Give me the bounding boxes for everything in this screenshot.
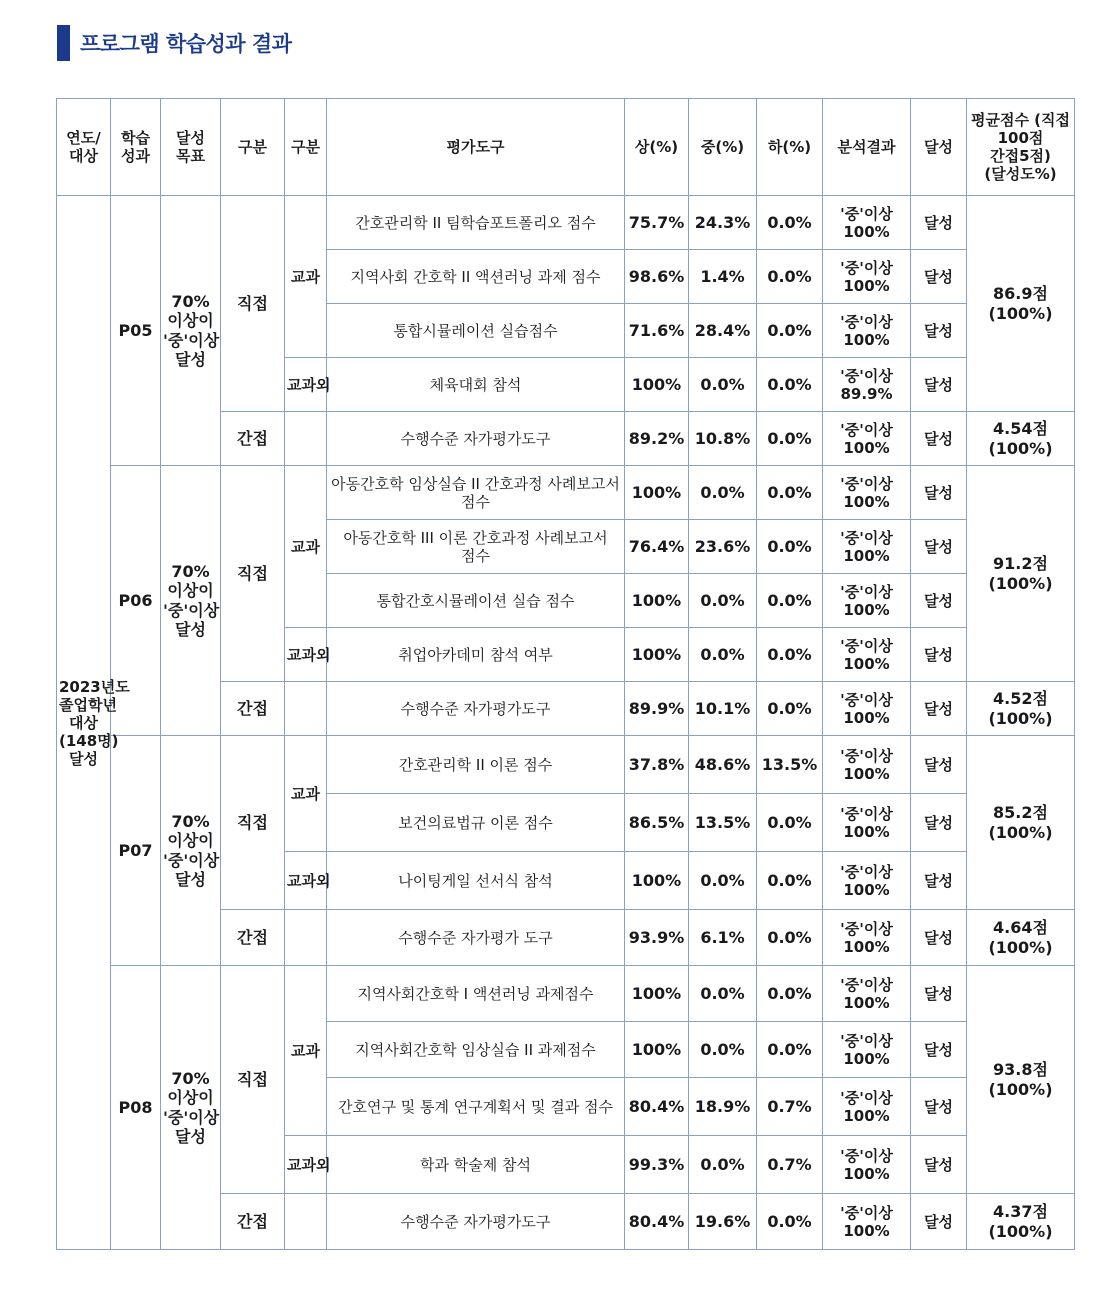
outcome-cell: P05	[111, 196, 161, 466]
high-cell: 100%	[625, 1022, 689, 1078]
analysis-cell: '중'이상 100%	[823, 966, 911, 1022]
achieve-cell: 달성	[911, 304, 967, 358]
achieve-cell: 달성	[911, 966, 967, 1022]
type-indirect: 간접	[221, 682, 285, 736]
mid-cell: 0.0%	[689, 628, 757, 682]
tool-cell: 지역사회간호학 I 액션러닝 과제점수	[327, 966, 625, 1022]
low-cell: 0.0%	[757, 412, 823, 466]
indirect-avg-cell: 4.37점 (100%)	[967, 1194, 1075, 1250]
analysis-cell: '중'이상 100%	[823, 412, 911, 466]
header-avg: 평균점수 (직접 100점 간접5점) (달성도%)	[967, 99, 1075, 196]
table-row	[57, 466, 1075, 520]
mid-cell: 19.6%	[689, 1194, 757, 1250]
tool-cell: 나이팅게일 선서식 참석	[327, 852, 625, 910]
high-cell: 76.4%	[625, 520, 689, 574]
analysis-cell: '중'이상 100%	[823, 574, 911, 628]
tool-cell: 학과 학술제 참석	[327, 1136, 625, 1194]
header-achieve: 달성	[911, 99, 967, 196]
goal-cell: 70% 이상이 '중'이상 달성	[161, 466, 221, 736]
direct-avg-cell: 86.9점 (100%)	[967, 196, 1075, 412]
tool-cell: 간호관리학 II 팀학습포트폴리오 점수	[327, 196, 625, 250]
type-extra: 교과외	[285, 628, 327, 682]
type-indirect: 간접	[221, 910, 285, 966]
achieve-cell: 달성	[911, 1022, 967, 1078]
goal-cell: 70% 이상이 '중'이상 달성	[161, 196, 221, 466]
mid-cell: 10.8%	[689, 412, 757, 466]
tool-cell: 수행수준 자가평가도구	[327, 412, 625, 466]
analysis-cell: '중'이상 100%	[823, 304, 911, 358]
table-row	[57, 966, 1075, 1022]
type-course: 교과	[285, 466, 327, 628]
table-header-row	[57, 99, 1075, 196]
tool-cell: 지역사회 간호학 II 액션러닝 과제 점수	[327, 250, 625, 304]
header-low: 하(%)	[757, 99, 823, 196]
mid-cell: 6.1%	[689, 910, 757, 966]
tool-cell: 보건의료법규 이론 점수	[327, 794, 625, 852]
type-empty	[285, 1194, 327, 1250]
high-cell: 86.5%	[625, 794, 689, 852]
achieve-cell: 달성	[911, 466, 967, 520]
analysis-cell: '중'이상 100%	[823, 1136, 911, 1194]
type-extra: 교과외	[285, 1136, 327, 1194]
analysis-cell: '중'이상 100%	[823, 466, 911, 520]
type-empty	[285, 682, 327, 736]
low-cell: 0.0%	[757, 304, 823, 358]
tool-cell: 통합시뮬레이션 실습점수	[327, 304, 625, 358]
type-empty	[285, 910, 327, 966]
mid-cell: 0.0%	[689, 358, 757, 412]
tool-cell: 아동간호학 임상실습 II 간호과정 사례보고서 점수	[327, 466, 625, 520]
header-type2: 구분	[285, 99, 327, 196]
high-cell: 100%	[625, 358, 689, 412]
mid-cell: 24.3%	[689, 196, 757, 250]
mid-cell: 48.6%	[689, 736, 757, 794]
low-cell: 0.0%	[757, 852, 823, 910]
low-cell: 0.0%	[757, 466, 823, 520]
type-indirect: 간접	[221, 412, 285, 466]
analysis-cell: '중'이상 100%	[823, 852, 911, 910]
table-row	[57, 736, 1075, 794]
tool-cell: 아동간호학 III 이론 간호과정 사례보고서 점수	[327, 520, 625, 574]
tool-cell: 수행수준 자가평가도구	[327, 682, 625, 736]
type-indirect: 간접	[221, 1194, 285, 1250]
low-cell: 0.0%	[757, 966, 823, 1022]
high-cell: 98.6%	[625, 250, 689, 304]
type-course: 교과	[285, 736, 327, 852]
outcome-cell: P08	[111, 966, 161, 1250]
mid-cell: 23.6%	[689, 520, 757, 574]
achieve-cell: 달성	[911, 794, 967, 852]
type-course: 교과	[285, 966, 327, 1136]
analysis-cell: '중'이상 89.9%	[823, 358, 911, 412]
low-cell: 13.5%	[757, 736, 823, 794]
analysis-cell: '중'이상 100%	[823, 628, 911, 682]
direct-avg-cell: 93.8점 (100%)	[967, 966, 1075, 1194]
analysis-cell: '중'이상 100%	[823, 910, 911, 966]
tool-cell: 체육대회 참석	[327, 358, 625, 412]
low-cell: 0.0%	[757, 1194, 823, 1250]
indirect-avg-cell: 4.54점 (100%)	[967, 412, 1075, 466]
title-accent-bar	[57, 25, 70, 61]
mid-cell: 0.0%	[689, 1022, 757, 1078]
indirect-avg-cell: 4.52점 (100%)	[967, 682, 1075, 736]
achieve-cell: 달성	[911, 1136, 967, 1194]
mid-cell: 0.0%	[689, 852, 757, 910]
achieve-cell: 달성	[911, 574, 967, 628]
header-year: 연도/ 대상	[57, 99, 111, 196]
direct-avg-cell: 85.2점 (100%)	[967, 736, 1075, 910]
tool-cell: 지역사회간호학 임상실습 II 과제점수	[327, 1022, 625, 1078]
analysis-cell: '중'이상 100%	[823, 520, 911, 574]
high-cell: 100%	[625, 628, 689, 682]
type-direct: 직접	[221, 466, 285, 682]
outcome-cell: P06	[111, 466, 161, 736]
achieve-cell: 달성	[911, 412, 967, 466]
achieve-cell: 달성	[911, 1194, 967, 1250]
low-cell: 0.7%	[757, 1078, 823, 1136]
section-header	[57, 24, 291, 62]
mid-cell: 0.0%	[689, 466, 757, 520]
goal-cell: 70% 이상이 '중'이상 달성	[161, 736, 221, 966]
achieve-cell: 달성	[911, 358, 967, 412]
goal-cell: 70% 이상이 '중'이상 달성	[161, 966, 221, 1250]
analysis-cell: '중'이상 100%	[823, 250, 911, 304]
mid-cell: 18.9%	[689, 1078, 757, 1136]
header-goal: 달성 목표	[161, 99, 221, 196]
outcome-cell: P07	[111, 736, 161, 966]
low-cell: 0.0%	[757, 628, 823, 682]
achieve-cell: 달성	[911, 910, 967, 966]
results-table	[56, 98, 1075, 1250]
high-cell: 89.2%	[625, 412, 689, 466]
high-cell: 100%	[625, 852, 689, 910]
direct-avg-cell: 91.2점 (100%)	[967, 466, 1075, 682]
low-cell: 0.0%	[757, 196, 823, 250]
achieve-cell: 달성	[911, 628, 967, 682]
tool-cell: 수행수준 자가평가도구	[327, 1194, 625, 1250]
analysis-cell: '중'이상 100%	[823, 1022, 911, 1078]
low-cell: 0.7%	[757, 1136, 823, 1194]
analysis-cell: '중'이상 100%	[823, 1194, 911, 1250]
type-direct: 직접	[221, 966, 285, 1194]
low-cell: 0.0%	[757, 794, 823, 852]
indirect-avg-cell: 4.64점 (100%)	[967, 910, 1075, 966]
type-direct: 직접	[221, 196, 285, 412]
page-title: 프로그램 학습성과 결과	[80, 32, 292, 56]
table-row	[57, 196, 1075, 250]
high-cell: 71.6%	[625, 304, 689, 358]
tool-cell: 취업아카데미 참석 여부	[327, 628, 625, 682]
achieve-cell: 달성	[911, 1078, 967, 1136]
header-analysis: 분석결과	[823, 99, 911, 196]
mid-cell: 0.0%	[689, 1136, 757, 1194]
low-cell: 0.0%	[757, 250, 823, 304]
tool-cell: 수행수준 자가평가 도구	[327, 910, 625, 966]
analysis-cell: '중'이상 100%	[823, 794, 911, 852]
low-cell: 0.0%	[757, 910, 823, 966]
tool-cell: 간호연구 및 통계 연구계획서 및 결과 점수	[327, 1078, 625, 1136]
high-cell: 80.4%	[625, 1078, 689, 1136]
mid-cell: 13.5%	[689, 794, 757, 852]
high-cell: 75.7%	[625, 196, 689, 250]
header-outcome: 학습 성과	[111, 99, 161, 196]
low-cell: 0.0%	[757, 520, 823, 574]
achieve-cell: 달성	[911, 520, 967, 574]
header-tool: 평가도구	[327, 99, 625, 196]
type-empty	[285, 412, 327, 466]
mid-cell: 1.4%	[689, 250, 757, 304]
high-cell: 100%	[625, 574, 689, 628]
mid-cell: 28.4%	[689, 304, 757, 358]
achieve-cell: 달성	[911, 250, 967, 304]
high-cell: 100%	[625, 466, 689, 520]
high-cell: 100%	[625, 966, 689, 1022]
high-cell: 89.9%	[625, 682, 689, 736]
high-cell: 37.8%	[625, 736, 689, 794]
tool-cell: 통합간호시뮬레이션 실습 점수	[327, 574, 625, 628]
mid-cell: 0.0%	[689, 966, 757, 1022]
type-extra: 교과외	[285, 852, 327, 910]
analysis-cell: '중'이상 100%	[823, 682, 911, 736]
header-type1: 구분	[221, 99, 285, 196]
header-high: 상(%)	[625, 99, 689, 196]
high-cell: 99.3%	[625, 1136, 689, 1194]
high-cell: 80.4%	[625, 1194, 689, 1250]
tool-cell: 간호관리학 II 이론 점수	[327, 736, 625, 794]
type-course: 교과	[285, 196, 327, 358]
low-cell: 0.0%	[757, 358, 823, 412]
analysis-cell: '중'이상 100%	[823, 1078, 911, 1136]
low-cell: 0.0%	[757, 1022, 823, 1078]
year-cell: 2023년도 졸업학년 대상 (148명) 달성	[57, 196, 111, 1250]
type-extra: 교과외	[285, 358, 327, 412]
achieve-cell: 달성	[911, 852, 967, 910]
header-mid: 중(%)	[689, 99, 757, 196]
high-cell: 93.9%	[625, 910, 689, 966]
mid-cell: 10.1%	[689, 682, 757, 736]
analysis-cell: '중'이상 100%	[823, 196, 911, 250]
type-direct: 직접	[221, 736, 285, 910]
achieve-cell: 달성	[911, 736, 967, 794]
analysis-cell: '중'이상 100%	[823, 736, 911, 794]
low-cell: 0.0%	[757, 682, 823, 736]
achieve-cell: 달성	[911, 682, 967, 736]
mid-cell: 0.0%	[689, 574, 757, 628]
low-cell: 0.0%	[757, 574, 823, 628]
achieve-cell: 달성	[911, 196, 967, 250]
